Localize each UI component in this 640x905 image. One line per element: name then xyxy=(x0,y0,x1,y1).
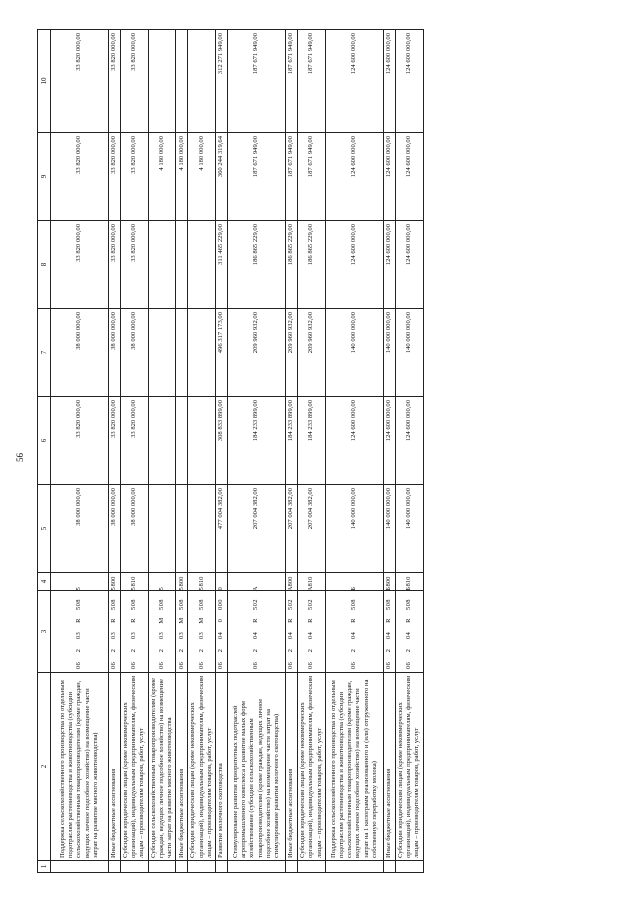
row-name-cell: Субсидии юридическим лицам (кроме некоммерческих организаций), индивидуальным предпринимателям, физическим лицам – производителям товаров, работ, услуг xyxy=(298,673,326,861)
table-row xyxy=(188,30,216,873)
row-value-cell: 33 820 000,00 xyxy=(109,397,121,485)
row-value-cell: 38 000 000,00 xyxy=(121,485,149,573)
code-part: 06 xyxy=(307,661,315,670)
table-row xyxy=(395,30,423,873)
table-row xyxy=(121,30,149,873)
code-part: 5 xyxy=(197,586,205,591)
code-part: А xyxy=(287,586,295,592)
row-index-cell xyxy=(188,861,216,873)
row-value-cell: 140 000 000,00 xyxy=(383,309,395,397)
rotated-page-content xyxy=(15,33,542,873)
row-value-cell xyxy=(188,30,216,133)
row-index-cell xyxy=(395,861,423,873)
code-part: M xyxy=(157,617,165,624)
row-value-cell: 477 004 382,00 xyxy=(216,485,228,573)
code-part: 508 xyxy=(350,599,358,610)
code-part: 04 xyxy=(350,631,358,640)
row-value-cell: 187 671 949,00 xyxy=(298,30,326,133)
row-index-cell xyxy=(383,861,395,873)
row-name-cell: Иные бюджетные ассигнования xyxy=(176,673,188,861)
code-part: 508 xyxy=(130,599,138,610)
row-value-cell: 4 180 000,00 xyxy=(176,133,188,221)
table-row xyxy=(383,30,395,873)
row-index-cell xyxy=(121,861,149,873)
row-value-cell: 38 000 000,00 xyxy=(121,309,149,397)
code-part: 2 xyxy=(385,648,393,653)
row-value-cell: 209 960 932,00 xyxy=(286,309,298,397)
code-part: 06 xyxy=(287,661,295,670)
row-code-cell xyxy=(121,586,149,673)
row-code-cell xyxy=(286,586,298,673)
code-part: 0 xyxy=(217,618,225,623)
code-part: 508 xyxy=(405,599,413,610)
header-cell: 1 xyxy=(38,861,51,873)
code-part: 508 xyxy=(385,599,393,610)
code-part: 508 xyxy=(110,599,118,610)
code-part: 0 xyxy=(217,586,225,591)
row-value-cell: 360 244 319,64 xyxy=(216,133,228,221)
code-part: 06 xyxy=(252,661,260,670)
header-cell: 7 xyxy=(38,309,51,397)
row-code-cell xyxy=(188,586,216,673)
row-index-cell xyxy=(298,861,326,873)
row-value-cell xyxy=(176,30,188,133)
code-part: 03 xyxy=(110,631,118,640)
code-part: 000 xyxy=(217,599,225,610)
code-part: 502 xyxy=(307,599,315,610)
code-part: 5 xyxy=(75,586,83,591)
row-kvr-cell: 810 xyxy=(298,573,326,591)
row-value-cell xyxy=(188,309,216,397)
code-part: R xyxy=(307,618,315,623)
row-value-cell: 187 671 949,00 xyxy=(286,133,298,221)
row-kvr-cell: 810 xyxy=(395,573,423,591)
code-part: 03 xyxy=(177,631,185,640)
code-part: 06 xyxy=(110,661,118,670)
row-value-cell: 311 465 229,00 xyxy=(216,221,228,309)
row-value-cell: 207 004 382,00 xyxy=(228,485,286,573)
code-part: 03 xyxy=(75,631,83,640)
code-part: R xyxy=(350,618,358,623)
code-part: M xyxy=(177,617,185,624)
code-part: R xyxy=(75,618,83,623)
row-kvr-cell: 800 xyxy=(383,573,395,591)
row-code-cell xyxy=(176,586,188,673)
row-value-cell: 496 317 173,00 xyxy=(216,309,228,397)
row-value-cell: 187 671 949,00 xyxy=(228,30,286,133)
row-code-cell xyxy=(383,586,395,673)
row-index-cell xyxy=(109,861,121,873)
table-row xyxy=(109,30,121,873)
header-cell: 8 xyxy=(38,221,51,309)
row-value-cell: 140 000 000,00 xyxy=(325,485,383,573)
row-value-cell: 207 004 382,00 xyxy=(286,485,298,573)
table-row xyxy=(148,30,176,873)
code-part: Б xyxy=(385,586,393,591)
row-value-cell xyxy=(148,30,176,133)
table-row xyxy=(228,30,286,873)
row-value-cell: 187 671 949,00 xyxy=(228,133,286,221)
row-value-cell: 124 600 000,00 xyxy=(383,221,395,309)
row-value-cell: 33 820 000,00 xyxy=(121,221,149,309)
row-value-cell: 184 233 899,00 xyxy=(298,397,326,485)
code-part: R xyxy=(130,618,138,623)
code-part: 06 xyxy=(130,661,138,670)
row-value-cell: 4 180 000,00 xyxy=(188,133,216,221)
code-part: 2 xyxy=(75,648,83,653)
code-part: 5 xyxy=(177,586,185,591)
code-part: 5 xyxy=(110,586,118,591)
row-value-cell xyxy=(148,309,176,397)
code-part: 2 xyxy=(405,648,413,653)
code-part: А xyxy=(252,586,260,592)
header-row xyxy=(38,30,51,873)
code-part: 06 xyxy=(177,661,185,670)
row-name-cell: Иные бюджетные ассигнования xyxy=(109,673,121,861)
code-part: 04 xyxy=(252,631,260,640)
row-value-cell: 33 820 000,00 xyxy=(51,221,109,309)
row-kvr-cell: 810 xyxy=(188,573,216,591)
table-body xyxy=(38,30,424,873)
code-part: А xyxy=(307,586,315,592)
row-value-cell: 124 600 000,00 xyxy=(395,397,423,485)
code-part: 502 xyxy=(252,599,260,610)
code-part: 04 xyxy=(385,631,393,640)
row-kvr-cell: 800 xyxy=(176,573,188,591)
row-value-cell: 124 600 000,00 xyxy=(395,221,423,309)
row-value-cell: 38 000 000,00 xyxy=(109,485,121,573)
table-row xyxy=(286,30,298,873)
budget-table xyxy=(37,29,424,873)
header-cell: 10 xyxy=(38,30,51,133)
code-part: 06 xyxy=(217,661,225,670)
row-value-cell xyxy=(148,485,176,573)
row-name-cell: Субсидии сельскохозяйственным товаропроизводителям (кроме граждан, ведущих личное подсобное хозяйство) на возмещение части затрат на развитие мясного животноводства xyxy=(148,673,176,861)
row-code-cell xyxy=(148,586,176,673)
code-part: 04 xyxy=(287,631,295,640)
code-part: 508 xyxy=(157,599,165,610)
code-part: R xyxy=(287,618,295,623)
row-value-cell: 33 820 000,00 xyxy=(109,221,121,309)
code-part: 04 xyxy=(217,631,225,640)
row-value-cell: 4 180 000,00 xyxy=(148,133,176,221)
header-cell: 9 xyxy=(38,133,51,221)
code-part: 508 xyxy=(177,599,185,610)
table-row xyxy=(325,30,383,873)
row-value-cell: 33 820 000,00 xyxy=(51,133,109,221)
row-name-cell: Поддержка сельскохозяйственного производства по отдельным подотраслям растениеводства и животноводства (субсидии сельскохозяйственным товаропроизводителям (кроме граждан, ведущих личное подсобное хозяйство) на возмещение части затрат на 1 килограмм реализованного и (или) отгруженного на собственную переработку молока) xyxy=(325,673,383,861)
code-part: 03 xyxy=(157,631,165,640)
code-part: 04 xyxy=(307,631,315,640)
row-index-cell xyxy=(325,861,383,873)
row-value-cell: 207 004 382,00 xyxy=(298,485,326,573)
row-value-cell: 186 865 229,00 xyxy=(286,221,298,309)
row-value-cell: 140 000 000,00 xyxy=(395,485,423,573)
row-value-cell: 124 600 000,00 xyxy=(383,133,395,221)
row-value-cell xyxy=(176,397,188,485)
row-value-cell: 124 600 000,00 xyxy=(325,397,383,485)
row-value-cell xyxy=(188,485,216,573)
row-value-cell: 38 000 000,00 xyxy=(109,309,121,397)
code-part: 06 xyxy=(75,661,83,670)
row-code-cell xyxy=(395,586,423,673)
row-value-cell: 33 820 000,00 xyxy=(109,30,121,133)
row-value-cell: 140 000 000,00 xyxy=(383,485,395,573)
row-value-cell: 124 600 000,00 xyxy=(395,133,423,221)
row-value-cell: 124 600 000,00 xyxy=(383,30,395,133)
row-name-cell: Развитие молочного скотоводства xyxy=(216,673,228,861)
row-value-cell xyxy=(188,397,216,485)
row-index-cell xyxy=(176,861,188,873)
code-part: 2 xyxy=(110,648,118,653)
code-part: 2 xyxy=(177,648,185,653)
row-name-cell: Стимулирование развития приоритетных подотраслей агропромышленного комплекса и развитие малых форм хозяйствования (субсидии сельскохозяйственным товаропроизводителям (кроме граждан, ведущих личное подсобное хозяйство) на возмещение части затрат на стимулирование развития молочного скотоводства) xyxy=(228,673,286,861)
table-row xyxy=(51,30,109,873)
row-value-cell: 33 820 000,00 xyxy=(51,30,109,133)
row-code-cell xyxy=(228,586,286,673)
row-name-cell: Поддержка сельскохозяйственного производства по отдельным подотраслям растениеводства и животноводства (субсидии сельскохозяйственным товаропроизводителям (кроме граждан, ведущих личное подсобное хозяйство) на возмещение части затрат на развитие мясного животноводства) xyxy=(51,673,109,861)
row-value-cell xyxy=(188,221,216,309)
row-value-cell: 33 820 000,00 xyxy=(121,133,149,221)
row-value-cell: 187 671 949,00 xyxy=(298,133,326,221)
row-value-cell: 124 600 000,00 xyxy=(395,30,423,133)
header-cell: 5 xyxy=(38,485,51,573)
row-value-cell: 186 865 229,00 xyxy=(228,221,286,309)
row-value-cell: 312 271 949,00 xyxy=(216,30,228,133)
row-value-cell xyxy=(148,397,176,485)
code-part: 508 xyxy=(75,599,83,610)
code-part: 04 xyxy=(405,631,413,640)
header-cell: 6 xyxy=(38,397,51,485)
row-value-cell: 124 600 000,00 xyxy=(383,397,395,485)
row-code-cell xyxy=(298,586,326,673)
row-name-cell: Субсидии юридическим лицам (кроме некоммерческих организаций), индивидуальным предпринимателям, физическим лицам – производителям товаров, работ, услуг xyxy=(395,673,423,861)
code-part: 2 xyxy=(157,648,165,653)
row-value-cell: 140 000 000,00 xyxy=(395,309,423,397)
code-part: R xyxy=(110,618,118,623)
row-value-cell: 38 000 000,00 xyxy=(51,485,109,573)
header-cell: 4 xyxy=(38,573,51,591)
code-part: 2 xyxy=(130,648,138,653)
code-part: 2 xyxy=(287,648,295,653)
row-value-cell: 184 233 899,00 xyxy=(228,397,286,485)
row-code-cell xyxy=(109,586,121,673)
code-part: 03 xyxy=(197,631,205,640)
table-row xyxy=(216,30,228,873)
row-name-cell: Субсидии юридическим лицам (кроме некоммерческих организаций), индивидуальным предпринимателям, физическим лицам – производителям товаров, работ, услуг xyxy=(121,673,149,861)
table-row xyxy=(176,30,188,873)
row-value-cell: 186 865 229,00 xyxy=(298,221,326,309)
row-index-cell xyxy=(286,861,298,873)
row-value-cell: 38 000 000,00 xyxy=(51,309,109,397)
row-value-cell: 140 000 000,00 xyxy=(325,309,383,397)
row-value-cell: 33 820 000,00 xyxy=(121,30,149,133)
row-index-cell xyxy=(228,861,286,873)
code-part: 2 xyxy=(217,648,225,653)
page-number: 56 xyxy=(15,453,25,462)
row-index-cell xyxy=(216,861,228,873)
code-part: 06 xyxy=(197,661,205,670)
row-value-cell xyxy=(176,221,188,309)
row-code-cell xyxy=(51,586,109,673)
row-value-cell xyxy=(176,485,188,573)
code-part: 06 xyxy=(385,661,393,670)
code-part: 03 xyxy=(130,631,138,640)
row-kvr-cell: 800 xyxy=(286,573,298,591)
header-cell: 2 xyxy=(38,673,51,861)
row-value-cell xyxy=(148,221,176,309)
row-value-cell: 33 820 000,00 xyxy=(109,133,121,221)
code-part: 06 xyxy=(405,661,413,670)
row-code-cell xyxy=(325,586,383,673)
code-part: 2 xyxy=(307,648,315,653)
row-value-cell: 124 600 000,00 xyxy=(325,30,383,133)
code-part: R xyxy=(405,618,413,623)
row-name-cell: Субсидии юридическим лицам (кроме некоммерческих организаций), индивидуальным предпринимателям, физическим лицам – производителям товаров, работ, услуг xyxy=(188,673,216,861)
code-part: 508 xyxy=(197,599,205,610)
code-part: Б xyxy=(350,586,358,591)
code-part: 2 xyxy=(197,648,205,653)
code-part: M xyxy=(197,617,205,624)
code-part: 502 xyxy=(287,599,295,610)
row-value-cell xyxy=(176,309,188,397)
code-part: 06 xyxy=(157,661,165,670)
row-value-cell: 124 600 000,00 xyxy=(325,221,383,309)
code-part: 5 xyxy=(157,586,165,591)
row-value-cell: 209 960 932,00 xyxy=(228,309,286,397)
table-row xyxy=(298,30,326,873)
code-part: R xyxy=(385,618,393,623)
row-name-cell: Иные бюджетные ассигнования xyxy=(286,673,298,861)
code-part: R xyxy=(252,618,260,623)
row-value-cell: 187 671 949,00 xyxy=(286,30,298,133)
row-index-cell xyxy=(51,861,109,873)
row-value-cell: 308 833 899,00 xyxy=(216,397,228,485)
row-kvr-cell: 810 xyxy=(121,573,149,591)
row-value-cell: 209 960 932,00 xyxy=(298,309,326,397)
row-name-cell: Иные бюджетные ассигнования xyxy=(383,673,395,861)
header-cell: 3 xyxy=(38,591,51,673)
code-part: 2 xyxy=(252,648,260,653)
row-value-cell: 33 820 000,00 xyxy=(121,397,149,485)
code-part: Б xyxy=(405,586,413,591)
row-value-cell: 124 600 000,00 xyxy=(325,133,383,221)
row-code-cell xyxy=(216,586,228,673)
row-value-cell: 184 233 899,00 xyxy=(286,397,298,485)
code-part: 5 xyxy=(130,586,138,591)
row-index-cell xyxy=(148,861,176,873)
code-part: 06 xyxy=(350,661,358,670)
row-value-cell: 33 820 000,00 xyxy=(51,397,109,485)
row-kvr-cell: 800 xyxy=(109,573,121,591)
code-part: 2 xyxy=(350,648,358,653)
